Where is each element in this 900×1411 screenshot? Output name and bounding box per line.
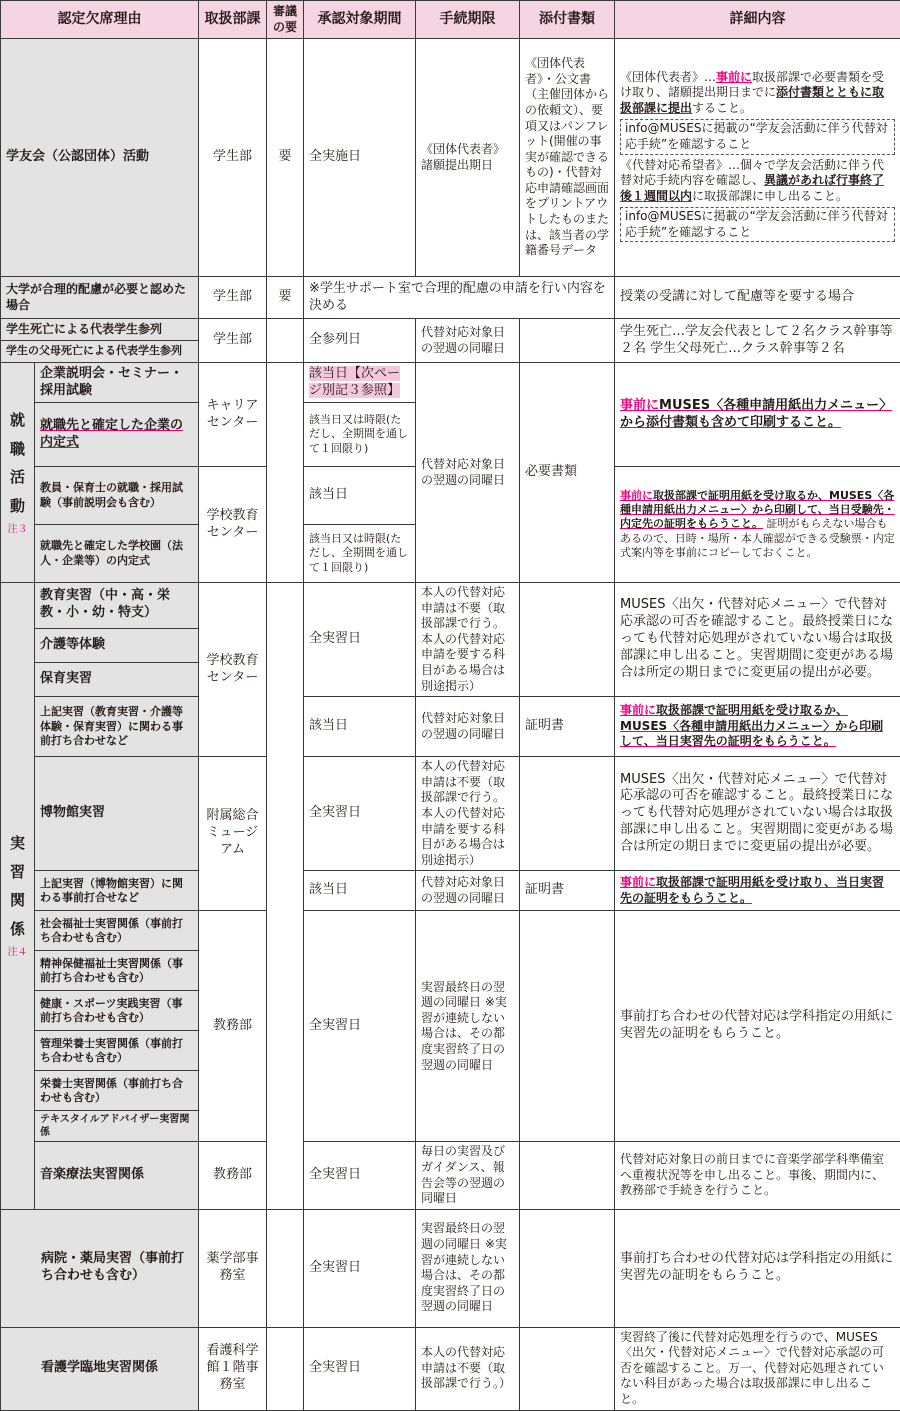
reason-health-sports: 健康・スポーツ実践実習（事前打ち合わせも含む）	[35, 991, 199, 1031]
table-row	[1, 277, 900, 319]
deadline-edu-practicum: 本人の代替対応申請は不要（取扱部課で行う。本人の代替対応申請を要する科目がある場合は別途掲示）	[416, 583, 520, 697]
dept-museum: 附属総合ミュージアム	[199, 757, 267, 911]
header-deadline: 手続期限	[416, 1, 520, 39]
reason-textile-advisor: テキスタイルアドバイザー実習関係	[35, 1111, 199, 1142]
reason-job-3: 教員・保育士の就職・採用試験（事前説明会も含む）	[35, 467, 199, 525]
reason-club: 学友会（公認団体）活動	[1, 39, 199, 277]
detail-nursing: 実習終了後に代替対応処理を行うので、MUSES〈出欠・代替対応メニュー〉で代替対応承認の可否を確認すること。万一、代替対応処理されていない科目があった場合は取扱部課に申し出ること。	[615, 1327, 900, 1410]
review-club: 要	[267, 39, 304, 277]
detail-edu-practicum: MUSES〈出欠・代替対応メニュー〉で代替対応承認の可否を確認すること。最終授業日になっても代替対応処理がされていない場合は取扱部課に申し出ること。実習期間に変更がある場合は所定の期日までに変更届の提出が必要。	[615, 583, 900, 697]
dept-school-edu: 学校教育センター	[199, 467, 267, 583]
deadline-welfare: 実習最終日の翌週の同曜日 ※実習が連続しない場合は、その都度実習終了日の翌週の同曜日	[416, 911, 520, 1142]
reason-edu-practicum: 教育実習（中・高・栄教・小・幼・特支）	[35, 583, 199, 629]
table-row	[1, 697, 900, 757]
header-attach: 添付書類	[520, 1, 615, 39]
reason-job-4: 就職先と確定した学校園（法人・企業等）の内定式	[35, 525, 199, 583]
table-row	[1, 363, 900, 403]
period-nursing: 全実習日	[304, 1327, 416, 1410]
note-4: 注４	[6, 943, 29, 962]
category-practicum: 実 習 関 係 注４	[1, 583, 35, 1210]
review-accommodation: 要	[267, 277, 304, 319]
deadline-museum-pre: 代替対応対象日の翌週の同曜日	[416, 871, 520, 911]
attach-nursing	[520, 1327, 615, 1410]
attach-funeral	[520, 319, 615, 363]
detail-club: 《団体代表者》…事前に取扱部課で必要書類を受け取り、諸願提出期日までに添付書類とともに取扱部課に提出すること。 info@MUSESに掲載の“学友会活動に伴う代替対応手続”を確認すること 《代替対応希望者》…個々で学友会活動に伴う代替対応手続内容を確認し、異議があれば行事終了後１週間以内に取扱部課に申し出ること。 info@MUSESに掲載の“学友会活動に伴う代替対応手続”を確認すること	[615, 39, 900, 277]
table-row	[1, 39, 900, 277]
dept-edu-practicum: 学校教育センター	[199, 583, 267, 757]
review-funeral	[267, 319, 304, 363]
header-period: 承認対象期間	[304, 1, 416, 39]
detail-job-1: 事前にMUSES〈各種申請用紙出力メニュー〉から添付書類も含めて印刷すること。	[615, 363, 900, 467]
muses-info-box: info@MUSESに掲載の“学友会活動に伴う代替対応手続”を確認すること	[620, 207, 895, 242]
reason-care-experience: 介護等体験	[35, 628, 199, 662]
reason-registered-dietitian: 管理栄養士実習関係（事前打ち合わせも含む）	[35, 1031, 199, 1071]
detail-pharmacy: 事前打ち合わせの代替対応は学科指定の用紙に実習先の証明をもらうこと。	[615, 1209, 900, 1327]
period-funeral: 全参列日	[304, 319, 416, 363]
period-job-2: 該当日又は時限(ただし、全期間を通して１回限り)	[304, 403, 416, 467]
review-nursing	[267, 1327, 304, 1410]
reason-dietitian: 栄養士実習関係（事前打ち合わせも含む）	[35, 1071, 199, 1111]
reason-edu-pre-meeting: 上記実習（教育実習・介護等体験・保育実習）に関わる事前打ち合わせなど	[35, 697, 199, 757]
reason-nursing-practicum: 看護学臨地実習関係	[1, 1327, 199, 1410]
attach-pharmacy	[520, 1209, 615, 1327]
reason-accommodation: 大学が合理的配慮が必要と認めた場合	[1, 277, 199, 319]
attach-music-therapy	[520, 1142, 615, 1209]
detail-edu-pre: 事前に取扱部課で証明用紙を受け取るか、MUSES〈各種申請用紙出力メニュー〉から印刷して、当日実習先の証明をもらうこと。	[615, 697, 900, 757]
attach-museum	[520, 757, 615, 871]
period-club: 全実施日	[304, 39, 416, 277]
table-row	[1, 319, 900, 341]
dept-club: 学生部	[199, 39, 267, 277]
deadline-nursing: 本人の代替対応申請は不要（取扱部課で行う。）	[416, 1327, 520, 1410]
period-pharmacy: 全実習日	[304, 1209, 416, 1327]
detail-music-therapy: 代替対応対象日の前日までに音楽学部学科準備室へ重複状況等を申し出ること。事後、期間内に、教務部で手続きを行うこと。	[615, 1142, 900, 1209]
header-review: 審議の要	[267, 1, 304, 39]
reason-museum-practicum: 博物館実習	[35, 757, 199, 871]
period-museum-pre: 該当日	[304, 871, 416, 911]
deadline-edu-pre: 代替対応対象日の翌週の同曜日	[416, 697, 520, 757]
attach-club: 《団体代表者》・公文書（主催団体からの依頼文）、要項又はパンフレット(開催の事実が確認できるもの)・代替対応申請確認画面をプリントアウトしたものまたは、該当者の学籍番号データ	[520, 39, 615, 277]
period-edu-pre: 該当日	[304, 697, 416, 757]
note-3: 注３	[6, 520, 29, 539]
period-welfare: 全実習日	[304, 911, 416, 1142]
reason-job-2: 就職先と確定した企業の内定式	[35, 403, 199, 467]
table-row	[1, 1142, 900, 1209]
dept-music-therapy: 教務部	[199, 1142, 267, 1209]
attach-museum-pre: 証明書	[520, 871, 615, 911]
table-row	[1, 757, 900, 871]
reason-mental-health-welfare: 精神保健福祉士実習関係（事前打ち合わせも含む）	[35, 951, 199, 991]
deadline-museum: 本人の代替対応申請は不要（取扱部課で行う。本人の代替対応申請を要する科目がある場合は別途掲示）	[416, 757, 520, 871]
deadline-music-therapy: 毎日の実習及びガイダンス、報告会等の翌週の同曜日	[416, 1142, 520, 1209]
table-row	[1, 1209, 900, 1327]
period-job-3: 該当日	[304, 467, 416, 525]
reason-job-1: 企業説明会・セミナー・採用試験	[35, 363, 199, 403]
reason-funeral-student: 学生死亡による代表学生参列	[1, 319, 199, 341]
attach-edu-practicum	[520, 583, 615, 697]
review-job	[267, 363, 304, 583]
period-job-1: 該当日【次ページ別記３参照】	[304, 363, 416, 403]
attach-edu-pre: 証明書	[520, 697, 615, 757]
category-job-hunting: 就 職 活 動 注３	[1, 363, 35, 583]
detail-museum: MUSES〈出欠・代替対応メニュー〉で代替対応承認の可否を確認すること。最終授業日になっても代替対応処理がされていない場合は取扱部課に申し出ること。実習期間に変更がある場合は所定の期日までに変更届の提出が必要。	[615, 757, 900, 871]
deadline-club: 《団体代表者》諸願提出期日	[416, 39, 520, 277]
reason-social-welfare: 社会福祉士実習関係（事前打ち合わせも含む）	[35, 911, 199, 951]
dept-nursing: 看護科学館１階事務室	[199, 1327, 267, 1410]
table-row	[1, 583, 900, 629]
reason-hospital-pharmacy: 病院・薬局実習（事前打ち合わせも含む）	[1, 1209, 199, 1327]
deadline-funeral: 代替対応対象日の翌週の同曜日	[416, 319, 520, 363]
dept-welfare: 教務部	[199, 911, 267, 1142]
period-edu-practicum: 全実習日	[304, 583, 416, 697]
header-reason: 認定欠席理由	[1, 1, 199, 39]
dept-career: キャリアセンター	[199, 363, 267, 467]
review-pharmacy	[267, 1209, 304, 1327]
reason-funeral-parent: 学生の父母死亡による代表学生参列	[1, 341, 199, 363]
detail-museum-pre: 事前に取扱部課で証明用紙を受け取り、当日実習先の証明をもらうこと。	[615, 871, 900, 911]
period-museum: 全実習日	[304, 757, 416, 871]
detail-funeral: 学生死亡…学友会代表として２名クラス幹事等２名 学生父母死亡…クラス幹事等２名	[615, 319, 900, 363]
dept-funeral: 学生部	[199, 319, 267, 363]
dept-accommodation: 学生部	[199, 277, 267, 319]
detail-job-2: 事前に取扱部課で証明用紙を受け取るか、MUSES〈各種申請用紙出力メニュー〉から印刷して、当日受験先・内定先の証明をもらうこと。 証明がもらえない場合もあるので、日時・場所・本人確認ができる受験票・内定式案内等を事前にコピーしておくこと。	[615, 467, 900, 583]
detail-accommodation: 授業の受講に対して配慮等を要する場合	[615, 277, 900, 319]
period-job-4: 該当日又は時限(ただし、全期間を通して１回限り)	[304, 525, 416, 583]
header-row	[1, 1, 900, 39]
period-music-therapy: 全実習日	[304, 1142, 416, 1209]
deadline-job: 代替対応対象日の翌週の同曜日	[416, 363, 520, 583]
detail-welfare: 事前打ち合わせの代替対応は学科指定の用紙に実習先の証明をもらうこと。	[615, 911, 900, 1142]
table-row	[1, 1327, 900, 1410]
reason-museum-pre-meeting: 上記実習（博物館実習）に関わる事前打合せなど	[35, 871, 199, 911]
muses-info-box: info@MUSESに掲載の“学友会活動に伴う代替対応手続”を確認すること	[620, 119, 895, 154]
table-row	[1, 911, 900, 951]
reason-nursery-practicum: 保育実習	[35, 662, 199, 696]
attach-job: 必要書類	[520, 363, 615, 583]
review-practicum	[267, 583, 304, 1210]
table-row	[1, 871, 900, 911]
header-detail: 詳細内容	[615, 1, 900, 39]
deadline-pharmacy: 実習最終日の翌週の同曜日 ※実習が連続しない場合は、その都度実習終了日の翌週の同曜日	[416, 1209, 520, 1327]
dept-pharmacy: 薬学部事務室	[199, 1209, 267, 1327]
header-dept: 取扱部課	[199, 1, 267, 39]
reason-music-therapy: 音楽療法実習関係	[35, 1142, 199, 1209]
merged-accommodation: ※学生サポート室で合理的配慮の申請を行い内容を決める	[304, 277, 615, 319]
attach-welfare	[520, 911, 615, 1142]
